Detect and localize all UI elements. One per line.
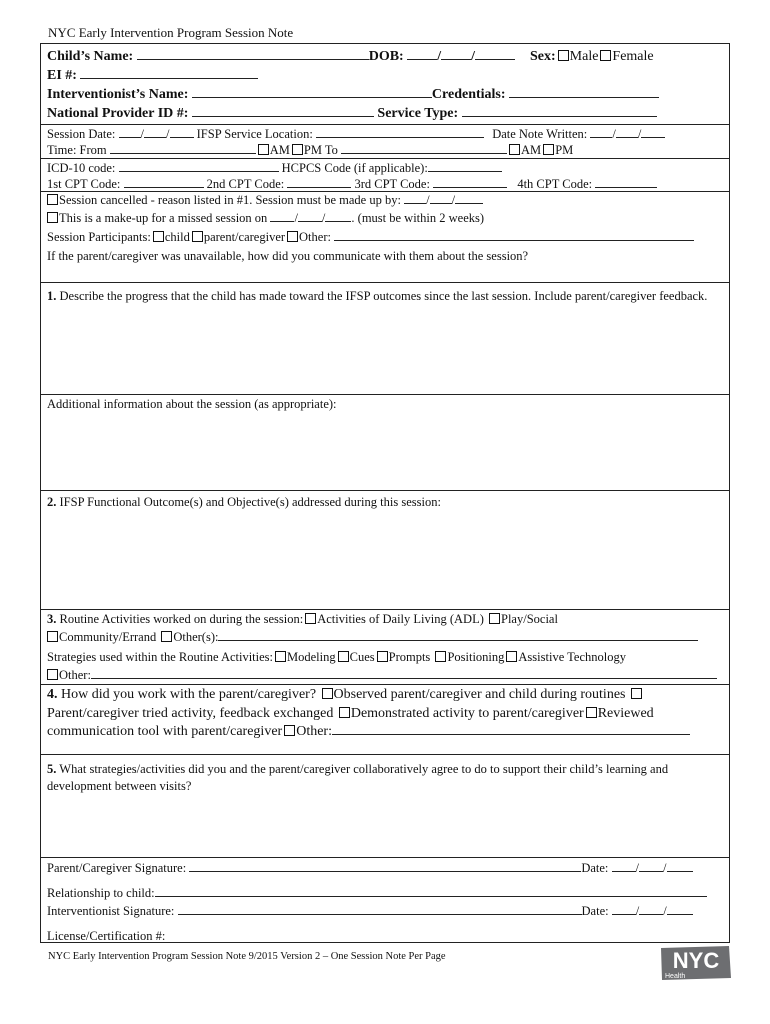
question-1	[47, 288, 721, 305]
interventionist-signature-field[interactable]	[178, 903, 582, 915]
missed-session-month[interactable]	[270, 210, 294, 222]
positioning-checkbox[interactable]	[435, 651, 446, 662]
cues-checkbox[interactable]	[338, 651, 349, 662]
hcpcs-label: HCPCS Code (if applicable):	[281, 161, 428, 175]
divider	[41, 857, 729, 858]
question-3-number: 3.	[47, 612, 57, 626]
community-label: Community/Errand	[59, 630, 157, 644]
missed-session-day[interactable]	[298, 210, 322, 222]
question-5-text: What strategies/activities did you and the parent/caregiver collaboratively agree to do to support their child’s learning and development between visits?	[47, 762, 669, 793]
nyc-health-logo	[659, 944, 733, 982]
icd-field[interactable]	[119, 160, 279, 172]
am-from-checkbox[interactable]	[258, 144, 269, 155]
time-from-field[interactable]	[110, 142, 256, 154]
divider	[41, 158, 729, 159]
pm-from-checkbox[interactable]	[292, 144, 303, 155]
male-checkbox[interactable]	[558, 50, 569, 61]
date-written-year[interactable]	[641, 126, 665, 138]
time-from-label: Time: From	[47, 143, 107, 157]
strategies-other-label: Other:	[59, 668, 91, 682]
reviewed-checkbox[interactable]	[586, 707, 597, 718]
strategies-row	[47, 649, 723, 665]
communication-label: communication tool with parent/caregiver	[47, 724, 283, 739]
dob-separator: /	[437, 49, 442, 64]
question-4-row-3	[47, 723, 723, 741]
parent-date-year[interactable]	[667, 860, 693, 872]
dob-day-field[interactable]	[441, 48, 471, 60]
strategies-label: Strategies used within the Routine Activities:	[47, 650, 274, 664]
cpt3-field[interactable]	[433, 176, 507, 188]
question-1-answer-area[interactable]	[41, 316, 729, 394]
cancelled-row: Session cancelled - reason listed in #1. Session must be made up by: / /	[47, 192, 723, 208]
other-participant-field[interactable]	[334, 229, 694, 241]
female-checkbox[interactable]	[600, 50, 611, 61]
question-5	[47, 761, 721, 795]
sex-label: Sex:	[529, 49, 556, 64]
child-name-field[interactable]	[137, 48, 369, 60]
q4-other-field[interactable]	[332, 723, 690, 735]
q4-other-checkbox[interactable]	[284, 725, 295, 736]
date-written-month[interactable]	[590, 126, 612, 138]
others-checkbox[interactable]	[161, 631, 172, 642]
license-field[interactable]	[165, 929, 709, 940]
makeup-by-month[interactable]	[404, 192, 426, 204]
ei-number-field[interactable]	[80, 67, 258, 79]
am-label: AM	[269, 143, 290, 157]
interventionist-signature-row: Interventionist Signature: Date: / /	[47, 903, 723, 919]
date-written-day[interactable]	[616, 126, 638, 138]
divider	[41, 394, 729, 395]
cpt4-label: 4th CPT Code:	[517, 177, 593, 191]
hcpcs-field[interactable]	[428, 160, 502, 172]
logo-text-main: NYC	[672, 948, 720, 973]
tried-label: Parent/caregiver tried activity, feedback exchanged	[47, 706, 334, 721]
cpt1-field[interactable]	[124, 176, 204, 188]
session-date-row: Session Date: / / IFSP Service Location: Date Note Written: / /	[47, 126, 723, 142]
session-date-label: Session Date:	[47, 127, 116, 141]
question-2-text: IFSP Functional Outcome(s) and Objective(s) addressed during this session:	[56, 495, 441, 509]
cpt4-field[interactable]	[595, 176, 657, 188]
credentials-label: Credentials:	[431, 87, 506, 102]
ei-label: EI #:	[47, 68, 77, 83]
modeling-checkbox[interactable]	[275, 651, 286, 662]
session-date-year[interactable]	[170, 126, 194, 138]
dob-separator: /	[471, 49, 475, 64]
child-name-label: Child’s Name:	[47, 49, 134, 64]
npi-row	[47, 105, 723, 123]
parent-label: parent/caregiver	[203, 230, 286, 244]
child-label: child	[164, 230, 190, 244]
question-2	[47, 494, 723, 510]
additional-info-answer-area[interactable]	[41, 414, 729, 490]
question-4-row-2	[47, 705, 723, 723]
dob-label: DOB:	[368, 49, 404, 64]
prompts-label: Prompts	[388, 650, 431, 664]
parent-date-label: Date:	[581, 861, 609, 875]
relationship-row	[47, 885, 723, 901]
service-location-field[interactable]	[316, 126, 484, 138]
question-1-number: 1.	[47, 289, 57, 303]
interventionist-row	[47, 86, 723, 104]
nyc-health-logo-icon	[659, 944, 733, 982]
male-label: Male	[569, 49, 599, 64]
q4-other-label: Other:	[296, 724, 332, 739]
assistive-label: Assistive Technology	[518, 650, 626, 664]
divider	[41, 490, 729, 491]
relationship-field[interactable]	[155, 885, 707, 897]
parent-checkbox[interactable]	[192, 231, 203, 242]
divider	[41, 124, 729, 125]
cpt1-label: 1st CPT Code:	[47, 177, 121, 191]
divider	[41, 684, 729, 685]
makeup-checkbox[interactable]	[47, 212, 58, 223]
interventionist-signature-label: Interventionist Signature:	[47, 904, 175, 918]
question-4-number: 4.	[47, 687, 58, 702]
reviewed-label: Reviewed	[597, 706, 654, 721]
service-type-field[interactable]	[462, 105, 657, 117]
relationship-label: Relationship to child:	[47, 886, 155, 900]
adl-checkbox[interactable]	[305, 613, 316, 624]
divider	[41, 754, 729, 755]
other-participant-checkbox[interactable]	[287, 231, 298, 242]
pm-label: PM	[555, 143, 574, 157]
dob-month-field[interactable]	[407, 48, 437, 60]
cpt3-label: 3rd CPT Code:	[354, 177, 430, 191]
demonstrated-checkbox[interactable]	[339, 707, 350, 718]
question-3-row-1	[47, 611, 723, 627]
session-note-form	[40, 43, 730, 943]
makeup-by-day[interactable]	[430, 192, 452, 204]
makeup-suffix: . (must be within 2 weeks)	[351, 211, 485, 225]
strategies-other-checkbox[interactable]	[47, 669, 58, 680]
positioning-label: Positioning	[447, 650, 505, 664]
question-5-number: 5.	[47, 762, 57, 776]
child-info-row	[47, 48, 723, 66]
page-title: NYC Early Intervention Program Session Note	[48, 25, 294, 40]
question-3-row-2	[47, 629, 723, 645]
interventionist-name-field[interactable]	[192, 86, 432, 98]
pm-to-label: PM To	[303, 143, 338, 157]
additional-info-label: Additional information about the session (as appropriate):	[47, 397, 337, 411]
interventionist-date-year[interactable]	[667, 903, 693, 915]
dob-year-field[interactable]	[475, 48, 515, 60]
unavailable-question: If the parent/caregiver was unavailable, how did you communicate with them about the session?	[47, 249, 529, 263]
service-type-label: Service Type:	[377, 106, 459, 121]
service-location-label: IFSP Service Location:	[196, 127, 313, 141]
divider	[41, 282, 729, 283]
female-label: Female	[612, 49, 654, 64]
prompts-checkbox[interactable]	[377, 651, 388, 662]
time-row	[47, 142, 723, 158]
icd-row	[47, 160, 723, 176]
tried-checkbox-box[interactable]	[631, 688, 642, 699]
makeup-row: This is a make-up for a missed session on / / . (must be within 2 weeks)	[47, 210, 723, 226]
ei-row	[47, 67, 723, 85]
missed-session-year[interactable]	[325, 210, 351, 222]
pm-to-checkbox[interactable]	[543, 144, 554, 155]
session-date-month[interactable]	[119, 126, 141, 138]
interventionist-name-label: Interventionist’s Name:	[47, 87, 189, 102]
assistive-checkbox[interactable]	[506, 651, 517, 662]
strategies-other-field[interactable]	[91, 667, 717, 679]
participants-row	[47, 229, 723, 245]
interventionist-date-day[interactable]	[639, 903, 663, 915]
cpt2-label: 2nd CPT Code:	[206, 177, 285, 191]
cues-label: Cues	[349, 650, 375, 664]
makeup-label: This is a make-up for a missed session on	[59, 211, 268, 225]
child-checkbox[interactable]	[153, 231, 164, 242]
strategies-other-row	[47, 667, 723, 683]
logo-text-sub: Health	[665, 973, 686, 980]
others-field[interactable]	[218, 629, 698, 641]
others-label: Other(s):	[173, 630, 219, 644]
question-1-text: Describe the progress that the child has made toward the IFSP outcomes since the last session. Include parent/caregiver feedback.	[56, 289, 708, 303]
npi-field[interactable]	[192, 105, 374, 117]
participants-label: Session Participants:	[47, 230, 151, 244]
interventionist-date-month[interactable]	[612, 903, 636, 915]
footer-text: NYC Early Intervention Program Session Note 9/2015 Version 2 – One Session Note Per Page	[48, 951, 446, 962]
interventionist-date-label: Date:	[581, 904, 609, 918]
question-2-number: 2.	[47, 495, 57, 509]
demonstrated-label: Demonstrated activity to parent/caregiver	[350, 706, 584, 721]
makeup-by-year[interactable]	[455, 192, 483, 204]
icd-label: ICD-10 code:	[47, 161, 116, 175]
parent-date-day[interactable]	[639, 860, 663, 872]
license-row	[47, 928, 723, 944]
question-2-answer-area[interactable]	[41, 512, 729, 609]
parent-signature-row: Parent/Caregiver Signature: Date: / /	[47, 860, 723, 876]
date-written-label: Date Note Written:	[492, 127, 588, 141]
divider	[41, 609, 729, 610]
am-to-label: AM	[521, 143, 542, 157]
parent-signature-field[interactable]	[189, 860, 581, 872]
community-checkbox[interactable]	[47, 631, 58, 642]
am-to-checkbox[interactable]	[509, 144, 520, 155]
cpt2-field[interactable]	[287, 176, 351, 188]
parent-date-month[interactable]	[612, 860, 636, 872]
parent-signature-label: Parent/Caregiver Signature:	[47, 861, 187, 875]
credentials-field[interactable]	[509, 86, 659, 98]
play-social-label: Play/Social	[501, 612, 558, 626]
adl-label: Activities of Daily Living (ADL)	[317, 612, 484, 626]
time-to-field[interactable]	[341, 142, 507, 154]
question-5-answer-area[interactable]	[41, 798, 729, 856]
modeling-label: Modeling	[287, 650, 336, 664]
cancelled-label: Session cancelled - reason listed in #1. Session must be made up by:	[59, 193, 401, 207]
play-social-checkbox[interactable]	[489, 613, 500, 624]
npi-label: National Provider ID #:	[47, 106, 189, 121]
license-label: License/Certification #:	[47, 929, 166, 943]
cancelled-checkbox[interactable]	[47, 194, 58, 205]
question-4-row-1	[47, 686, 723, 704]
cpt-row	[47, 176, 723, 192]
observed-checkbox[interactable]	[322, 688, 333, 699]
observed-label: Observed parent/caregiver and child during routines	[333, 687, 626, 702]
question-4-text: How did you work with the parent/caregiver?	[57, 687, 317, 702]
other-participant-label: Other:	[299, 230, 331, 244]
question-3-text: Routine Activities worked on during the session:	[56, 612, 304, 626]
session-date-day[interactable]	[144, 126, 166, 138]
